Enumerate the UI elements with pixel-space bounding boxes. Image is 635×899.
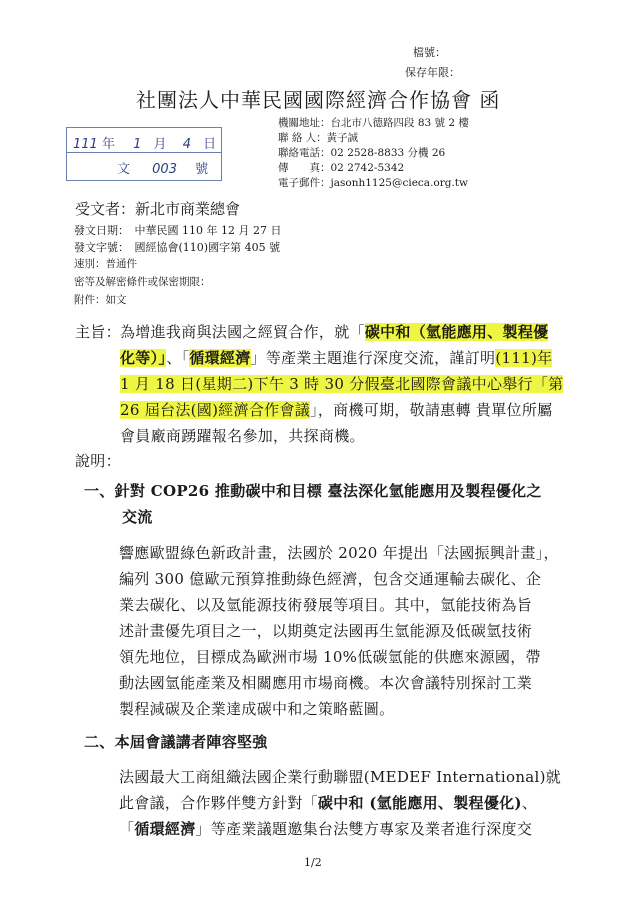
section-2-heading: 二、本屆會議講者陣容堅強 bbox=[84, 733, 268, 751]
subject-line-2 bbox=[120, 345, 552, 371]
subject-line-4-b: 」，商機可期，敬請惠轉 貴單位所屬 bbox=[310, 401, 553, 419]
section-1-line: 動法國氫能產業及相關應用市場商機。本次會議特別探討工業 bbox=[119, 674, 533, 692]
recipient: 受文者：新北市商業總會 bbox=[75, 200, 241, 218]
section-1-line: 述計畫優先項目之一，以期奠定法國再生氫能源及低碳氫技術 bbox=[119, 622, 533, 640]
section-1-line: 編列 300 億歐元預算推動綠色經濟，包含交通運輸去碳化、企 bbox=[119, 570, 542, 588]
subject-line-2-c: 」等產業主題進行深度交流，謹訂明 bbox=[250, 349, 496, 367]
subject-line-5: 會員廠商踴躍報名參加，共探商機。 bbox=[120, 427, 365, 445]
reference-number: 發文字號： 國經協會(110)國字第 405 號 bbox=[74, 241, 281, 254]
section-2-circular-economy: 循環經濟 bbox=[134, 820, 196, 838]
section-2-line-3-a: 「 bbox=[119, 820, 135, 838]
subject-line-2-hl-a: 化等）」 bbox=[120, 349, 167, 367]
subject-meeting-time: 1 月 18 日(星期二)下午 3 時 30 分假臺北國際會議中心舉行「第 bbox=[120, 375, 564, 393]
issue-date: 發文日期： 中華民國 110 年 12 月 27 日 bbox=[74, 224, 282, 237]
received-stamp bbox=[66, 127, 222, 181]
explanation-label: 說明： bbox=[75, 452, 121, 470]
document-title: 社團法人中華民國國際經濟合作協會 函 bbox=[136, 88, 501, 112]
section-2-line-2-c: 、 bbox=[521, 794, 538, 812]
stamp-doc-number: 003 bbox=[152, 162, 177, 177]
subject-line-2-b: 、「 bbox=[166, 349, 190, 367]
subject-line-4 bbox=[120, 397, 552, 423]
section-1-line: 製程減碳及企業達成碳中和之策略藍圖。 bbox=[119, 700, 395, 718]
stamp-doc-label: 文 bbox=[117, 162, 131, 177]
contact-phone: 聯絡電話：02 2528-8833 分機 26 bbox=[278, 147, 446, 159]
subject-label: 主旨： bbox=[75, 323, 121, 341]
subject-line-1-text: 為增進我商與法國之經貿合作，就「 bbox=[120, 323, 365, 341]
attachment: 附件：如文 bbox=[74, 294, 127, 306]
speed-class: 速別：普通件 bbox=[74, 258, 137, 270]
stamp-day-label: 日 bbox=[203, 137, 217, 152]
subject-circular-economy: 循環經濟 bbox=[189, 349, 251, 367]
section-2-line-3 bbox=[119, 816, 532, 842]
stamp-divider bbox=[67, 152, 221, 153]
subject-line-2-hl-c: (111)年 bbox=[495, 349, 553, 367]
stamp-month: 1 bbox=[133, 137, 142, 152]
stamp-doc-number-label: 號 bbox=[195, 162, 209, 177]
section-2-carbon-neutral: 碳中和 (氫能應用、製程優化) bbox=[317, 794, 522, 812]
section-1-line: 領先地位，目標成為歐洲市場 10%低碳氫能的供應來源國，帶 bbox=[119, 648, 541, 666]
security-class: 密等及解密條件或保密期限： bbox=[74, 276, 211, 288]
contact-person: 聯 絡 人：黃子誠 bbox=[278, 132, 359, 144]
section-1-line: 業去碳化、以及氫能源技術發展等項目。其中，氫能技術為旨 bbox=[119, 596, 533, 614]
section-1-line: 響應歐盟綠色新政計畫，法國於 2020 年提出「法國振興計畫」， bbox=[119, 544, 559, 562]
section-1-heading: 一、針對 COP26 推動碳中和目標 臺法深化氫能應用及製程優化之 bbox=[84, 482, 542, 500]
section-2-line-3-c: 」等產業議題邀集台法雙方專家及業者進行深度交 bbox=[195, 820, 533, 838]
subject-meeting-name: 26 屆台法(國)經濟合作會議 bbox=[120, 401, 311, 419]
stamp-day: 4 bbox=[182, 137, 191, 152]
subject-line-1 bbox=[120, 319, 548, 345]
stamp-year-label: 年 bbox=[101, 137, 115, 152]
page-number: 1/2 bbox=[304, 856, 322, 869]
stamp-year: 111 bbox=[73, 137, 98, 152]
contact-address: 機關地址：台北市八德路四段 83 號 2 樓 bbox=[278, 117, 469, 129]
retention-label: 保存年限： bbox=[405, 66, 460, 79]
file-number-label: 檔號： bbox=[413, 46, 446, 59]
subject-line-3 bbox=[120, 371, 563, 397]
section-2-line-2-a: 此會議，合作夥伴雙方針對「 bbox=[119, 794, 318, 812]
contact-email: 電子郵件：jasonh1125@cieca.org.tw bbox=[278, 177, 469, 189]
subject-carbon-neutral: 碳中和（氫能應用、製程優 bbox=[364, 323, 549, 341]
section-2-line-1: 法國最大工商組織法國企業行動聯盟(MEDEF International)就 bbox=[119, 768, 562, 786]
section-2-line-2 bbox=[119, 790, 537, 816]
stamp-month-label: 月 bbox=[153, 137, 167, 152]
section-1-heading-cont: 交流 bbox=[122, 508, 153, 526]
contact-fax: 傳 真：02 2742-5342 bbox=[278, 162, 405, 174]
